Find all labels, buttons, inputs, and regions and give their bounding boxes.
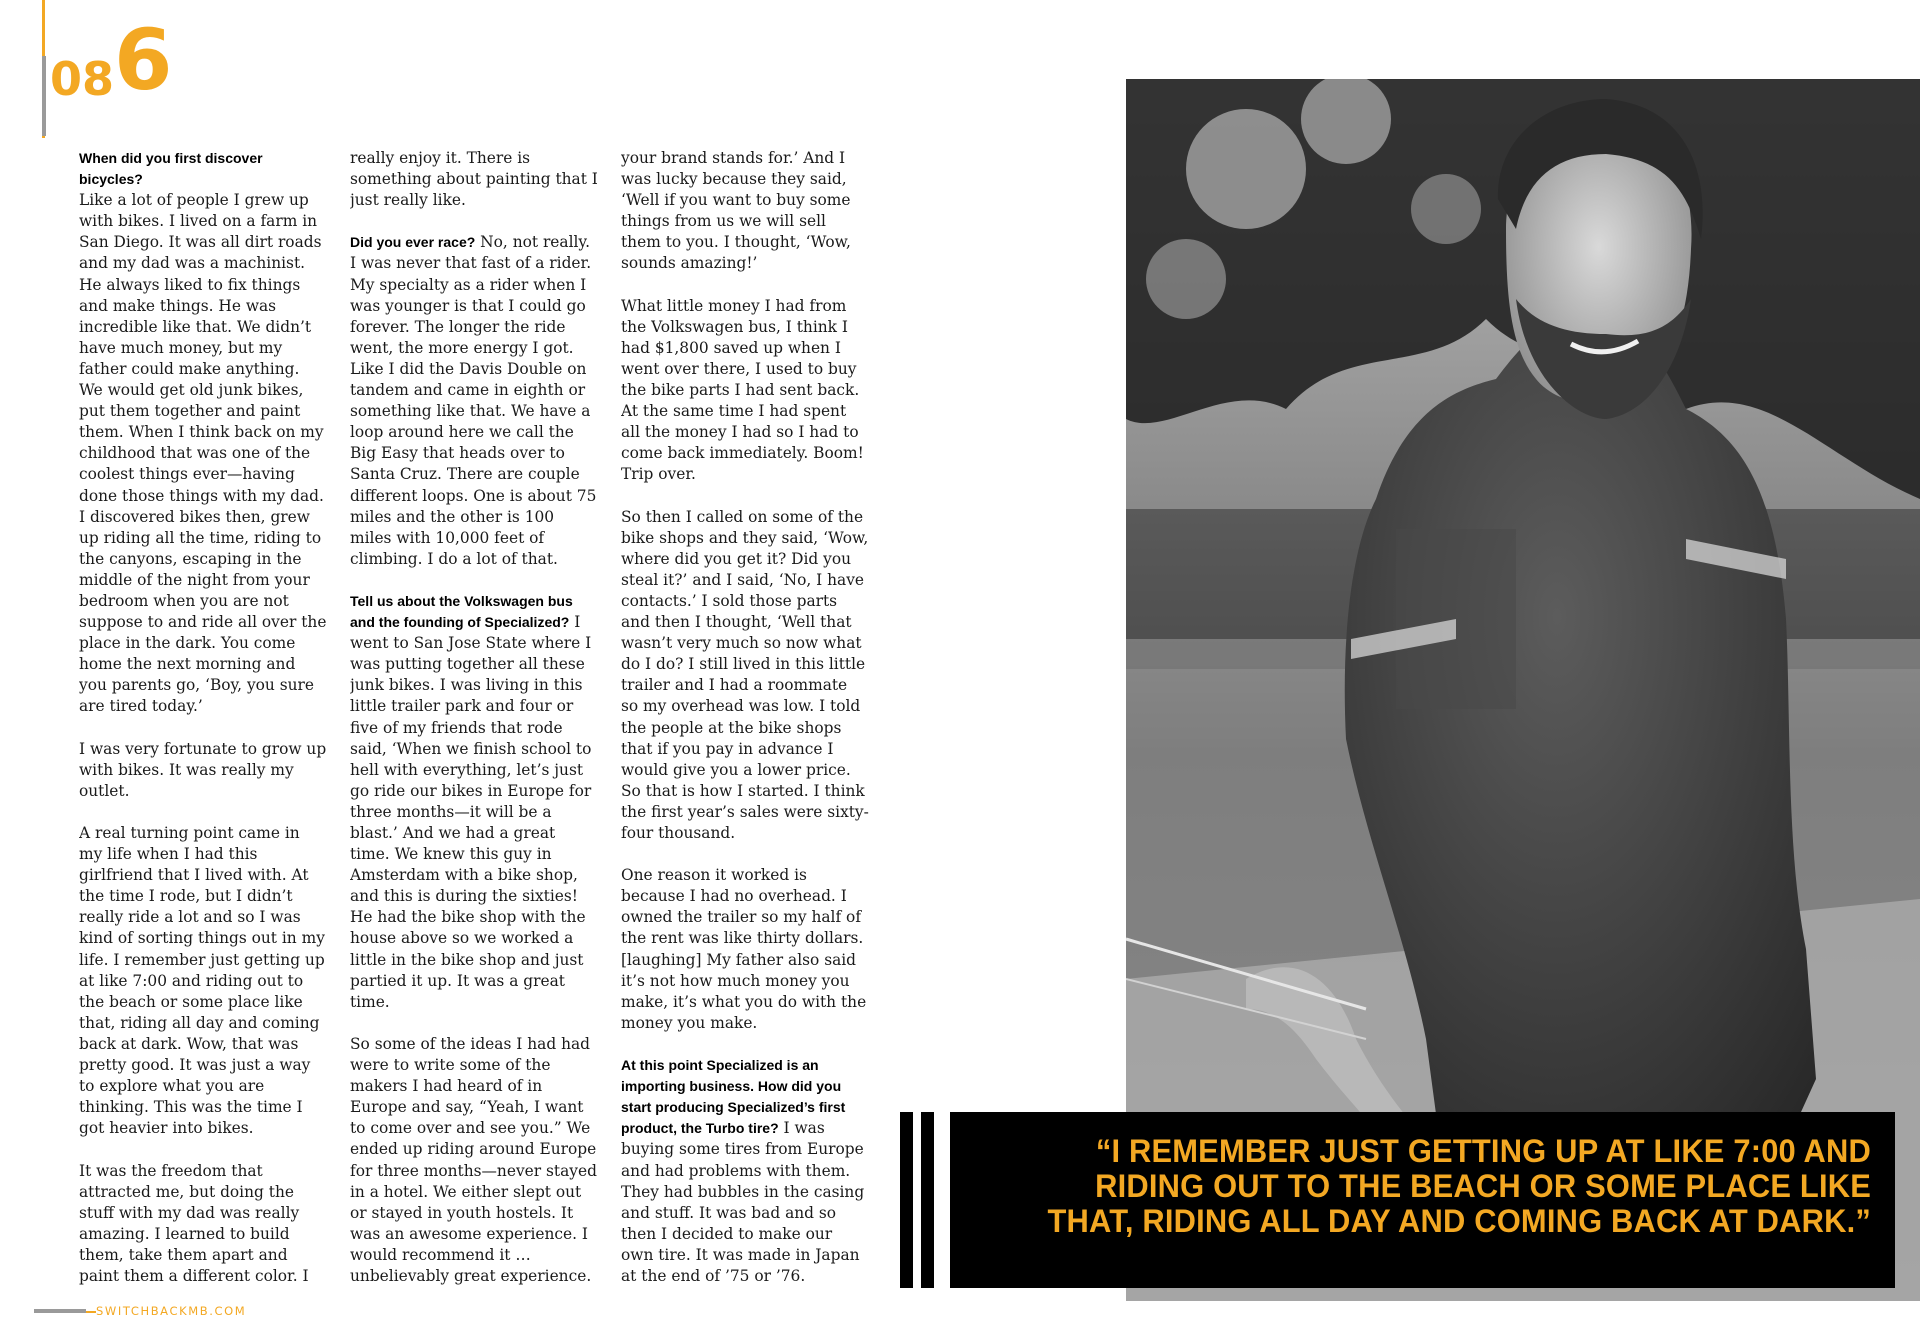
text-column-3: [621, 148, 869, 1288]
page-number-prefix: 08: [50, 52, 115, 106]
paragraph: So some of the ideas I had had were to write some of the makers I had heard of in Europe and say, “Yeah, I want to come over and see you.” We ended up riding around Europe for three months—never stayed in a hotel. We either slept out or stayed in youth hostels. It was an awesome experience. I would recommend it … unbelievably great experience.: [350, 1034, 597, 1285]
text-column-1: [79, 148, 327, 1288]
pull-quote: “I REMEMBER JUST GETTING UP AT LIKE 7:00 AND RIDING OUT TO THE BEACH OR SOME PLACE LIKE THAT, RIDING ALL DAY AND COMING BACK AT DARK.”: [1047, 1133, 1871, 1239]
gray-rule: [42, 56, 46, 136]
paragraph: A real turning point came in my life when I had this girlfriend that I lived with. At the time I rode, but I didn’t really ride a lot and so I was kind of sorting things out in my life. I remember just getting up at like 7:00 and riding out to the beach or some place like that, riding all day and coming back at dark. Wow, that was pretty good. It was just a way to explore what you are thinking. This was the time I got heavier into bikes.: [79, 824, 325, 1138]
quote-bar: [900, 1112, 913, 1288]
page-number-digit: 6: [114, 11, 173, 109]
question: Did you ever race?: [350, 234, 476, 251]
quote-bar: [921, 1112, 934, 1288]
paragraph: [621, 1055, 869, 1287]
paragraph: So then I called on some of the bike shops and they said, ‘Wow, where did you get it? Did you steal it?’ and I said, ‘No, I have contacts.’ I sold those parts and then I thought, ‘Well that wasn’t very much so now what do I do? I still lived in this little trailer and I had a roommate so my overhead was low. I told the people at the bike shops that if you pay in advance I would give you a lower price. So that is how I started. I think the first year’s sales were sixty-four thousand.: [621, 507, 869, 842]
answer: I was buying some tires from Europe and had problems with them. They had bubbles in the casing and stuff. It was bad and so then I decided to make our own tire. It was made in Japan at the end of ’75 or ’76.: [621, 1119, 865, 1285]
footer-accent: [86, 1311, 96, 1313]
paragraph: What little money I had from the Volkswagen bus, I think I had $1,800 saved up when I went over there, I used to buy the bike parts I had sent back. At the same time I had spent all the money I had so I had to come back immediately. Boom! Trip over.: [621, 296, 864, 484]
pull-quote-box: [950, 1112, 1895, 1288]
paragraph: It was the freedom that attracted me, but doing the stuff with my dad was really amazing. I learned to build them, take them apart and paint them a different color. I: [79, 1161, 309, 1285]
footer-rule: [34, 1309, 86, 1313]
answer: I went to San Jose State where I was putting together all these junk bikes. I was living in this little trailer park and four or five of my friends that rode said, ‘When we finish school to hell with everything, let’s just go ride our bikes in Europe for three months—it will be a blast.’ And we had a great time. We knew this guy in Amsterdam with a bike shop, and this is during the sixties! He had the bike shop with the house above so we worked a little in the bike shop and just partied it up. It was a great time.: [350, 613, 592, 1011]
paragraph: [79, 148, 327, 718]
question: At this point Specialized is an importing business. How did you start producing Specialized’s first product, the Turbo tire?: [621, 1057, 846, 1137]
question: When did you first discover bicycles?: [79, 150, 263, 188]
paragraph: your brand stands for.’ And I was lucky because they said, ‘Well if you want to buy some things from us we will sell them to you. I thought, ‘Wow, sounds amazing!’: [621, 149, 851, 273]
footer-url: SWITCHBACKMB.COM: [96, 1304, 247, 1318]
answer: No, not really. I was never that fast of a rider. My specialty as a rider when I was younger is that I could go forever. The longer the ride went, the more energy I got. Like I did the Davis Double on tandem and came in eighth or something like that. We have a loop around here we call the Big Easy that heads over to Santa Cruz. There are couple different loops. One is about 75 miles and the other is 100 miles with 10,000 feet of climbing. I do a lot of that.: [350, 233, 597, 568]
paragraph: [350, 232, 598, 570]
question: Tell us about the Volkswagen bus and the founding of Specialized?: [350, 592, 573, 631]
paragraph: I was very fortunate to grow up with bikes. It was really my outlet.: [79, 739, 327, 800]
page-number: [50, 11, 173, 109]
answer: Like a lot of people I grew up with bikes. I lived on a farm in San Diego. It was all dirt roads and my dad was a machinist. He always liked to fix things and make things. He was incredible like that. We didn’t have much money, but my father could make anything. We would get old junk bikes, put them together and paint them. When I think back on my childhood that was one of the coolest things ever—having done those things with my dad. I discovered bikes then, grew up riding all the time, riding to the canyons, escaping in the middle of the night from your bedroom when you are not suppose to and ride all over the place in the dark. You come home the next morning and you parents go, ‘Boy, you sure are tired today.’: [79, 191, 327, 716]
paragraph: really enjoy it. There is something about painting that I just really like.: [350, 149, 598, 210]
paragraph: [350, 591, 598, 1013]
text-column-2: [350, 148, 598, 1288]
paragraph: One reason it worked is because I had no overhead. I owned the trailer so my half of the rent was like thirty dollars. [laughing] My father also said it’s not how much money you make, it’s what you do with the money you make.: [621, 866, 867, 1032]
